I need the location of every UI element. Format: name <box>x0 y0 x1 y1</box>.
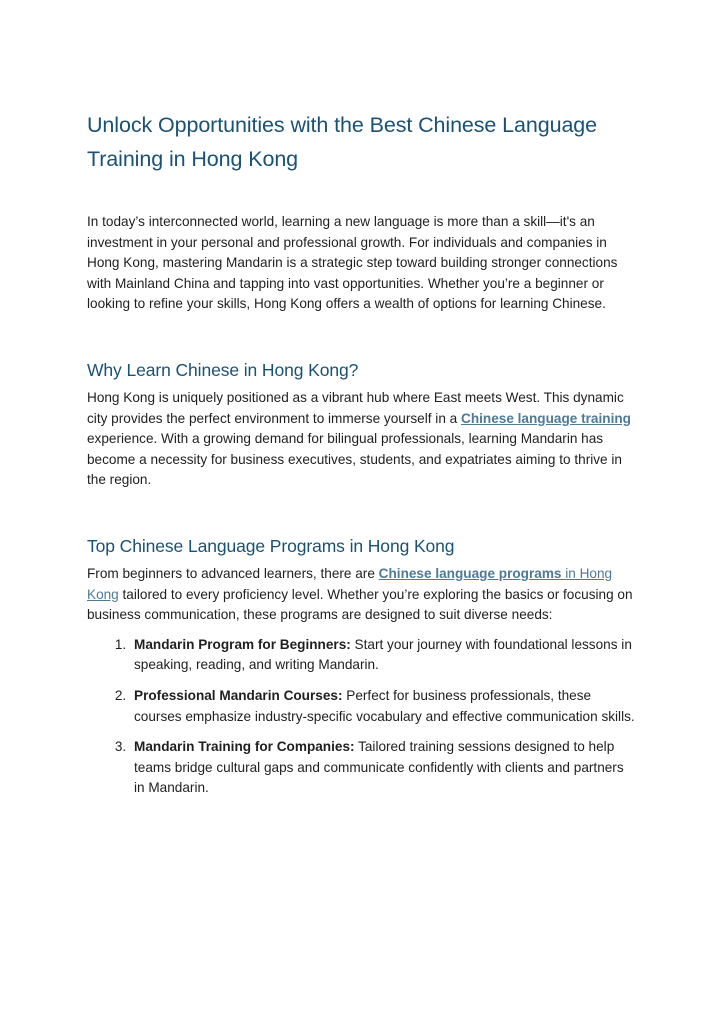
chinese-language-training-link-text: Chinese language training <box>461 410 631 426</box>
top-programs-paragraph <box>87 564 635 626</box>
list-item-title: Professional Mandarin Courses: <box>134 687 343 703</box>
document-page <box>87 108 635 809</box>
list-item-text: Tailored training sessions designed to help teams bridge cultural gaps and communicate confidently with clients and partners in Mandarin. <box>134 739 624 796</box>
section-heading-top-programs: Top Chinese Language Programs in Hong Kong <box>87 535 455 556</box>
list-item <box>130 737 635 799</box>
top-text-after: tailored to every proficiency level. Whether you’re exploring the basics or focusing on business communication, these programs are designed to suit diverse needs: <box>87 586 633 623</box>
page-title: Unlock Opportunities with the Best Chinese Language Training in Hong Kong <box>87 113 598 171</box>
why-text-after: experience. With a growing demand for bilingual professionals, learning Mandarin has become a necessity for business executives, students, and expatriates aiming to thrive in the region. <box>87 431 622 488</box>
list-item-title: Mandarin Training for Companies: <box>134 739 355 755</box>
programs-link-rest: in Hong Kong <box>87 565 613 602</box>
programs-list <box>87 635 635 799</box>
intro-paragraph: In today’s interconnected world, learning a new language is more than a skill—it's an investment in your personal and professional growth. For individuals and companies in Hong Kong, mastering Mandarin is a strategic step toward building stronger connections with Mainland China and tapping into vast opportunities. Whether you’re a beginner or looking to refine your skills, Hong Kong offers a wealth of options for learning Chinese. <box>87 214 618 312</box>
section-heading-why: Why Learn Chinese in Hong Kong? <box>87 359 359 380</box>
why-text-before: Hong Kong is uniquely positioned as a vibrant hub where East meets West. This dynamic city provides the perfect environment to immerse yourself in a <box>87 389 624 426</box>
list-item-text: Perfect for business professionals, these courses emphasize industry-specific vocabulary and effective communication skills. <box>134 687 635 724</box>
why-paragraph <box>87 388 635 491</box>
list-item-text: Start your journey with foundational lessons in speaking, reading, and writing Mandarin. <box>134 636 632 673</box>
chinese-language-training-link[interactable] <box>461 411 631 426</box>
list-item-title: Mandarin Program for Beginners: <box>134 636 351 652</box>
programs-link-bold: Chinese language programs <box>378 565 562 581</box>
top-text-before: From beginners to advanced learners, there are <box>87 565 379 581</box>
list-item <box>130 686 635 727</box>
list-item <box>130 635 635 676</box>
